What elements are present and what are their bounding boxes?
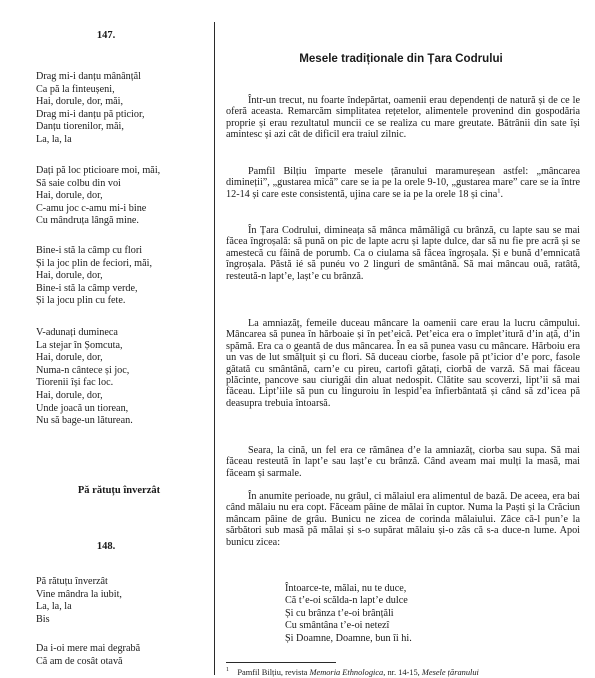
verse-line: Drag mi-i danțu pă pticior, <box>36 108 145 120</box>
article-paragraph-3: În Țara Codrului, dimineața să mânca mămăligă cu brânză, cu lapte sau se mai făcea îngroșală: să pună on pic de lapte acru și lapte dulce, dar să nu fie pre acră și se amestecă cu făină de porumb. Ca o ciulama să făcea îngroșala. Și e bună d’emnicată îngroșala. Păstă ié să punéu vo 2 linguri de smântână. Să mai mâncau ouă, ratâtă, resteută-n lapt’e, lașt’e cu brânză. <box>226 225 580 282</box>
verse-line: La, la, la <box>36 133 72 145</box>
article-paragraph-4: La amniazăț, femeile duceau mâncare la oamenii care erau la lucru câmpului. Mâncarea să punea în hărboaie și în pet’eică. Pet’eica era o împlet’itură d’in ață, d’in spămă. Era ca o geantă de dus mâncarea. În ea să punea vasu cu mâncare. Hărboiu era un vas de lut smălțuit și cu flori. Să duceau ciorbe, fasole pă pt’icior d’e porc, fasole gătată cu smântână, carn’e cu pireu, cartofi gătați, ciorbă de varză. Să mai făceau plăcinte, pancove sau ciurigăi din aluat nedospit. Clătite sau scoverzi, lipt’ii să mai făceau. Lipt’iile să pun cu linguroiu în lespid’ea înfierbântată și când să zd’icea pă deasupra trebuia întoarsă. <box>226 318 580 409</box>
verse-line: La stejar în Șomcuta, <box>36 339 123 351</box>
poem-line: Cu smântâna t’e-oi netezî <box>285 620 390 632</box>
verse-line: Și la jocu plin cu fete. <box>36 295 126 307</box>
verse-line: C-amu joc c-amu mi-i bine <box>36 202 147 214</box>
article-title: Mesele tradiționale din Țara Codrului <box>299 52 503 65</box>
paragraph-text: Pamfil Bilțiu împarte mesele țăranului maramureșean astfel: „mâncarea dimineții”, „gustarea mică” care se ia pe la orele 9-10, „gustarea mare” care se ia între 12-14 și care este consistentă, ujina care se ia pe la orele 18 și cina <box>226 166 580 200</box>
column-divider <box>214 22 215 675</box>
verse-line: Pă rătuțu înverzât <box>36 576 108 587</box>
verse-line: Hai, dorule, dor, <box>36 389 103 401</box>
verse-line: Unde joacă un tiorean, <box>36 402 129 414</box>
footnote-number: 1 <box>226 667 229 673</box>
poem-line: Și Doamne, Doamne, bun îi hi. <box>285 632 412 644</box>
song-148-stanza-2 <box>36 643 216 668</box>
verse-line: Vine mândra la iubit, <box>36 588 122 600</box>
verse-line: Și la joc plin de feciori, măi, <box>36 257 152 269</box>
verse-line: Bine-i stă la câmp verde, <box>36 282 138 294</box>
verse-line: Nu să bage-un lăturean. <box>36 415 133 427</box>
verse-line: La, la, la <box>36 601 72 613</box>
song-number-148: 148. <box>96 541 116 552</box>
verse-line: Hai, dorule, dor, <box>36 270 103 282</box>
verse-line: Să saie colbu din voi <box>36 177 121 189</box>
footnote-ref: 1 <box>497 187 501 195</box>
footnote-rule <box>226 662 336 663</box>
poem-line: Că t’e-oi scălda-n lapt’e dulce <box>285 595 408 607</box>
song-147-stanza-2 <box>36 165 216 228</box>
song-147-stanza-4 <box>36 327 216 428</box>
verse-line: Ca pă la finteușeni, <box>36 83 115 95</box>
verse-line: Cu mândruța lângă mine. <box>36 215 139 227</box>
poem-line: Întoarce-te, mălai, nu te duce, <box>285 583 407 594</box>
verse-line: Da i-oi mere mai degrabă <box>36 643 141 654</box>
song-148-title: Pă rătuțu înverzât <box>77 485 161 496</box>
verse-line: Hai, dorule, dor, <box>36 352 103 364</box>
song-147-stanza-3 <box>36 245 216 308</box>
song-number-147: 147. <box>96 30 116 41</box>
verse-line: Bine-i stă la câmp cu flori <box>36 245 143 256</box>
verse-line: Că am de cosât otavă <box>36 655 123 667</box>
poem-line: Și cu brânza t’e-oi brânțăli <box>285 607 394 619</box>
verse-line: V-adunați dumineca <box>36 327 118 338</box>
verse-line: Drag mi-i danțu mânânțăl <box>36 71 141 82</box>
song-147-stanza-1 <box>36 71 216 147</box>
verse-line: Hai, dorule, dor, <box>36 190 103 202</box>
article-paragraph-5: Seara, la cină, un fel era ce rămânea d’e la amniazăț, ciorba sau supa. Să mai făceau resteută în lapt’e sau lașt’e cu brânză. Când aveam mai mulți la masă, mai făceam și sarmale. <box>226 445 580 479</box>
article-paragraph-2 <box>226 166 580 200</box>
verse-line: Tiorenii își fac loc. <box>36 377 114 389</box>
embedded-poem <box>285 583 545 645</box>
verse-line: Danțu tiorenilor, măi, <box>36 121 124 133</box>
footnote-author: Pamfil Bilțiu, revista <box>237 667 310 677</box>
verse-line: Numa-n cântece și joc, <box>36 364 130 376</box>
footnote-issue: , nr. 14-15, <box>383 667 422 677</box>
verse-line: Hai, dorule, dor, măi, <box>36 96 124 108</box>
song-148-stanza-1 <box>36 576 216 626</box>
paragraph-end: . <box>500 188 504 200</box>
article-paragraph-1: Într-un trecut, nu foarte îndepărtat, oamenii erau dependenți de natură și de ce le oferă aceasta. Remarcăm simplitatea rețetelor, alimentele provenind din gospodăria proprie și erau rezultatul muncii ce se realiza cu mare greutate. Bătrânii din sate își amintesc și azi cât de dificil era traiul zilnic. <box>226 95 580 141</box>
footnote <box>226 665 580 678</box>
article-paragraph-6: În anumite perioade, nu grâul, ci mălaiul era alimentul de bază. De aceea, era bai când mălaiu nu era copt. Făceam pâine de mălai în cuptor. Numa la Paști și la Crăciun mâncam pâine de grâu. Bunicu ne zicea de corinda mălaiului. Zâce că-l pun’e la sărbători sub masă pă mălai și s-o supărat mălaiu și-o zâs că s-a duce-n lume. Apoi bunicu zicea: <box>226 491 580 548</box>
verse-line: Dați pă loc pticioare moi, măi, <box>36 165 161 176</box>
footnote-title: Mesele țăranului <box>421 667 479 677</box>
verse-line: Bis <box>36 613 50 625</box>
footnote-journal: Memoria Ethnologica <box>309 667 384 677</box>
